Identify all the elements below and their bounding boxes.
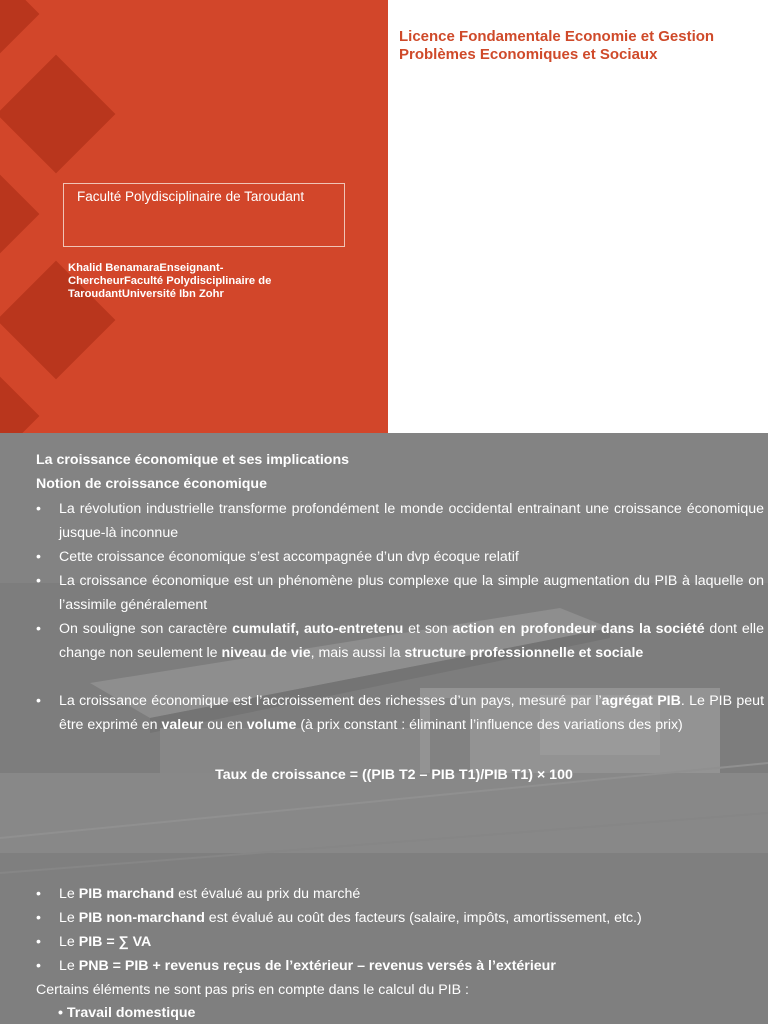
- bullet-text: est évalué au coût des facteurs (salaire, impôts, amortissement, etc.): [204, 910, 642, 926]
- note-text: Certains éléments ne sont pas pris en compte dans le calcul du PIB :: [36, 982, 469, 998]
- bullet-dot: •: [36, 886, 41, 902]
- bullet-dot: •: [58, 1005, 63, 1021]
- bullet-keyword: PIB = ∑ VA: [78, 934, 152, 950]
- bullet-dot: •: [36, 621, 41, 637]
- bullet-item: [36, 930, 764, 954]
- college-box: [63, 183, 345, 247]
- bullet-text: La révolution industrielle transforme profondément le monde occidental entrainant une croissance économique jusque-là inconnue: [59, 501, 764, 541]
- bullet-dot: •: [36, 958, 41, 974]
- bullet-text: . Le PIB peut être exprimé en: [59, 693, 765, 733]
- decorative-diamond: [0, 55, 115, 174]
- bullet-text: est évalué au prix du marché: [174, 886, 361, 902]
- bullet-item: [36, 497, 764, 545]
- bullet-keyword: action en profondeur dans la société: [452, 621, 705, 637]
- bullet-text: Cette croissance économique s’est accompagnée d’un dvp écoque relatif: [59, 549, 519, 565]
- decorative-diamond: [0, 357, 39, 433]
- decorative-diamond: [0, 0, 39, 73]
- bullet-text: Le: [59, 934, 79, 950]
- slide-content: [0, 433, 768, 1024]
- bullet-text: On souligne son caractère: [59, 621, 233, 637]
- bullet-keyword: structure professionnelle et sociale: [404, 645, 644, 661]
- bullet-text: dont elle change non seulement le: [59, 621, 764, 661]
- bullet-text: La croissance économique est l’accroissement des richesses d’un pays, mesuré par l’: [59, 693, 602, 709]
- bullet-dot: •: [36, 693, 41, 709]
- growth-rate-formula: Taux de croissance = ((PIB T2 – PIB T1)/PIB T1) × 100: [215, 767, 573, 783]
- bullet-dot: •: [36, 934, 41, 950]
- slide-title: La croissance économique et ses implications: [36, 452, 350, 468]
- bullet-keyword: volume: [246, 717, 297, 733]
- title-slide-red-panel: [0, 0, 388, 433]
- bullet-text: Le: [59, 910, 79, 926]
- bullet-dot: •: [36, 910, 41, 926]
- bullet-text: Le: [59, 958, 79, 974]
- course-title: [399, 28, 759, 64]
- bullet-dot: •: [36, 501, 41, 517]
- author-line: TaroudantUniversité Ibn Zohr: [68, 288, 224, 300]
- bullet-keyword: agrégat PIB: [601, 693, 681, 709]
- title-slide: [0, 0, 768, 433]
- sub-bullet-text: Travail domestique: [66, 1005, 196, 1021]
- bullet-keyword: niveau de vie: [221, 645, 311, 661]
- bullet-keyword: PIB non-marchand: [78, 910, 205, 926]
- bullet-item: [36, 617, 764, 665]
- college-name: Faculté Polydisciplinaire de Taroudant: [77, 189, 305, 204]
- bullet-keyword: PIB marchand: [78, 886, 175, 902]
- bullet-text: ou en: [203, 717, 247, 733]
- bullet-item: [36, 689, 764, 737]
- bullet-item: [36, 906, 764, 930]
- bullet-keyword: PNB = PIB + revenus reçus de l’extérieur – revenus versés à l’extérieur: [78, 958, 556, 974]
- content-slide: [0, 433, 768, 1024]
- decorative-diamond: [0, 155, 39, 274]
- bullet-text: , mais aussi la: [310, 645, 405, 661]
- bullet-keyword: valeur: [161, 717, 204, 733]
- bullet-item: [36, 954, 764, 978]
- author-info: [68, 262, 318, 301]
- bullet-dot: •: [36, 549, 41, 565]
- bullet-text: La croissance économique est un phénomène plus complexe que la simple augmentation du PIB à laquelle on l’assimile généralement: [59, 573, 764, 613]
- author-line: Khalid BenamaraEnseignant-: [68, 262, 224, 274]
- slide-subtitle: Notion de croissance économique: [36, 476, 267, 492]
- bullet-item: [36, 882, 764, 906]
- course-title-line: Licence Fondamentale Economie et Gestion: [399, 28, 715, 45]
- sub-bullet-item: [58, 1005, 195, 1021]
- course-title-line: Problèmes Economiques et Sociaux: [399, 46, 658, 63]
- bullet-keyword: cumulatif, auto-entretenu: [232, 621, 404, 637]
- bullet-item: [36, 569, 764, 617]
- author-line: ChercheurFaculté Polydisciplinaire de: [68, 275, 272, 287]
- bullet-text: et son: [403, 621, 453, 637]
- bullet-item: [36, 545, 764, 569]
- bullet-text: Le: [59, 886, 79, 902]
- bullet-text: (à prix constant : éliminant l’influence des variations des prix): [296, 717, 683, 733]
- bullet-dot: •: [36, 573, 41, 589]
